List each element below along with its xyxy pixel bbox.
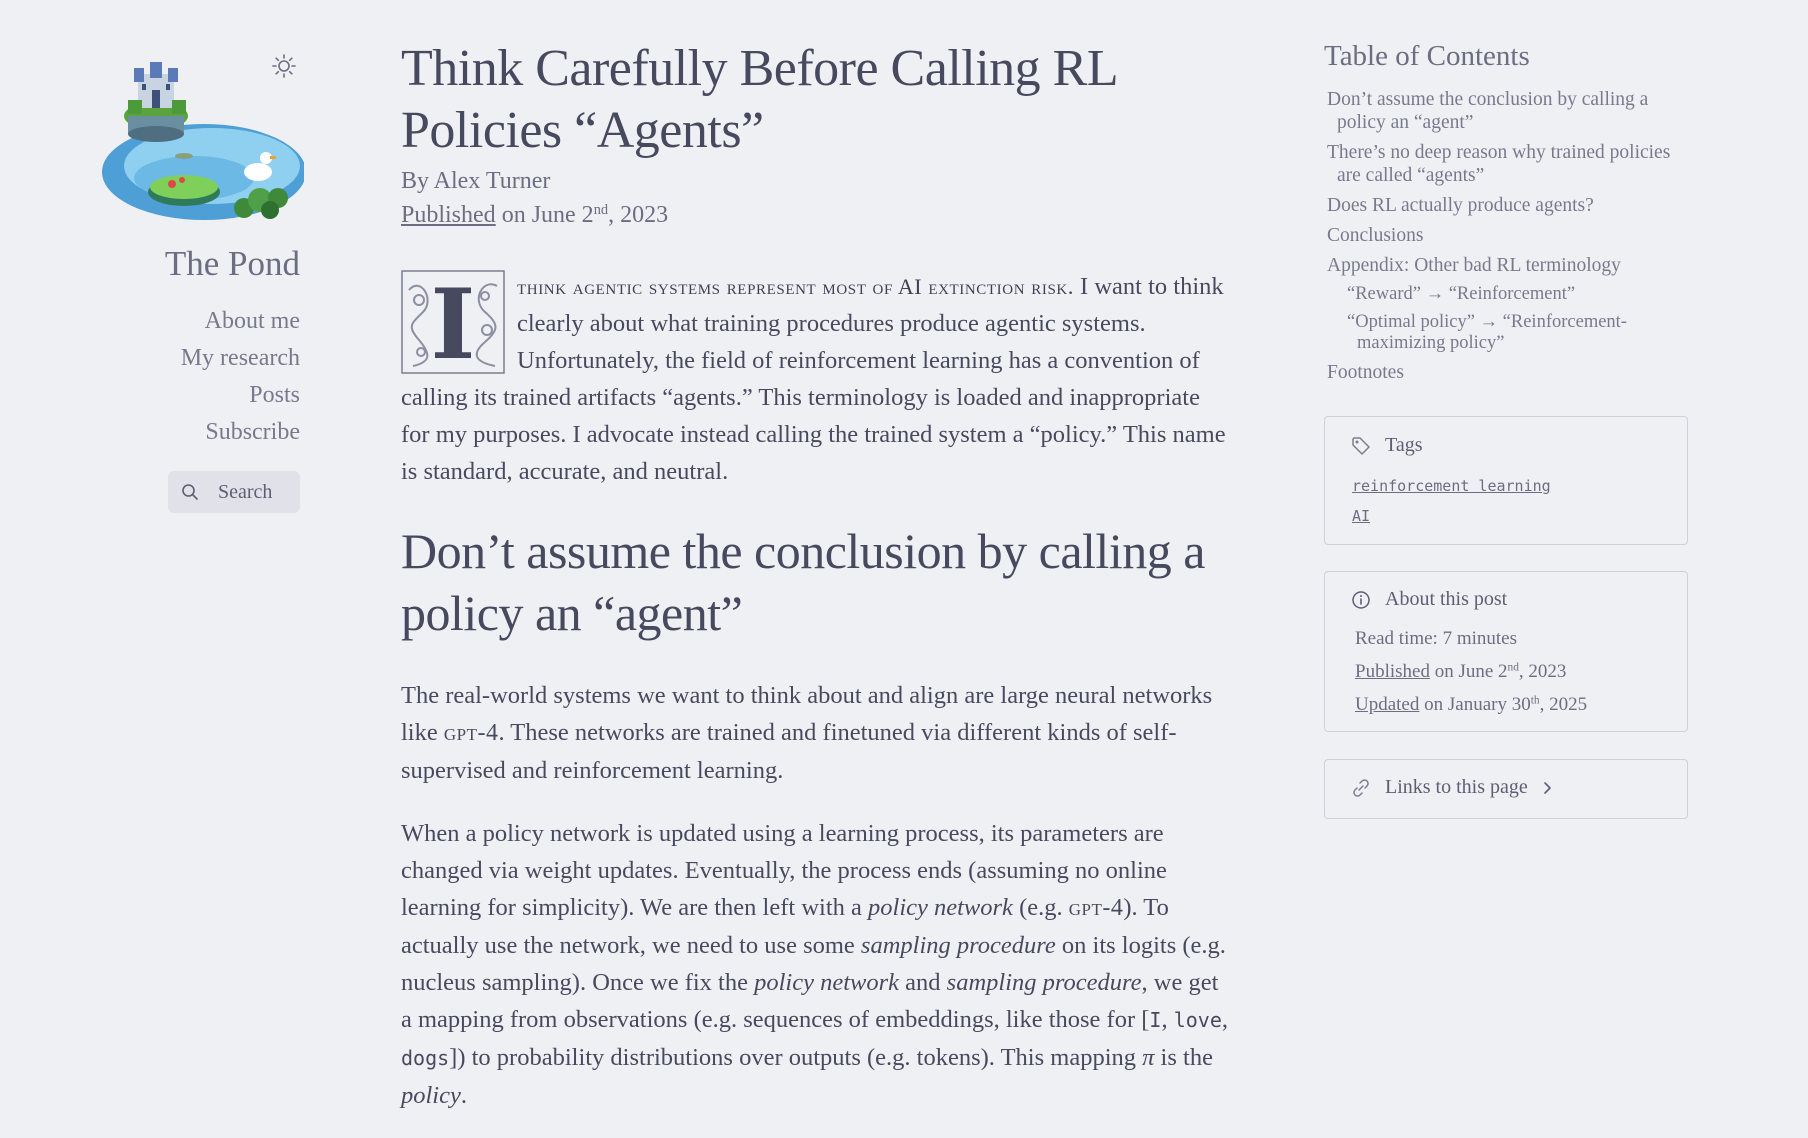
toc-title: Table of Contents	[1324, 40, 1530, 72]
gpt4-term: gpt-4	[443, 720, 499, 746]
info-icon	[1351, 590, 1371, 610]
post-byline: By Alex Turner	[401, 168, 551, 194]
about-title: About this post	[1385, 588, 1508, 610]
about-updated-link[interactable]: Updated	[1355, 694, 1420, 715]
post-published-date: Published on June 2nd, 2023	[401, 202, 669, 228]
search-icon	[181, 483, 199, 501]
links-header	[1351, 776, 1554, 799]
svg-text:I: I	[430, 270, 476, 374]
links-label: Links to this page	[1385, 776, 1528, 798]
toc-item[interactable]: Appendix: Other bad RL terminology	[1327, 255, 1621, 276]
body-paragraph-2: When a policy network is updated using a learning process, its parameters are changed via weight updates. Eventually, the process ends (assuming no online learning for simplicity). We are then left with a policy network (e.g. gpt-4). To actually use the network, we need to use some sampling procedure on its logits (e.g. nucleus sampling). Once we fix the policy network and sampling procedure, we get a mapping from observations (e.g. sequences of embeddings, like those for [I, love, dogs]) to probability distributions over outputs (e.g. tokens). This mapping π is the policy.	[401, 820, 1229, 1109]
gpt4-term: gpt-4	[1068, 895, 1124, 921]
nav-my-research[interactable]: My research	[180, 345, 300, 371]
tags-title: Tags	[1385, 434, 1423, 456]
link-icon	[1351, 778, 1371, 798]
intro-lead: think agentic systems represent most of AI extinction risk.	[517, 274, 1074, 299]
code-token: love	[1173, 1008, 1222, 1032]
published-link[interactable]: Published	[401, 202, 496, 228]
nav-about-me[interactable]: About me	[204, 308, 300, 334]
toc-item[interactable]: Conclusions	[1327, 225, 1424, 246]
toc-item[interactable]: Don’t assume the conclusion by calling a policy an “agent”	[1327, 89, 1649, 133]
left-sidebar	[0, 0, 310, 1138]
dropcap-letter-i	[401, 270, 505, 374]
table-of-contents	[1327, 88, 1687, 391]
search-button[interactable]	[168, 471, 300, 513]
links-to-page-button[interactable]	[1324, 759, 1688, 819]
toc-subitem[interactable]: “Reward” → “Reinforcement”	[1347, 284, 1576, 304]
about-published: Published on June 2nd, 2023	[1355, 661, 1567, 682]
pond-pixel-art-logo[interactable]	[94, 60, 304, 230]
read-time: Read time: 7 minutes	[1355, 628, 1518, 649]
site-title[interactable]: The Pond	[164, 244, 300, 283]
tags-box	[1324, 416, 1688, 545]
toc-item[interactable]: Footnotes	[1327, 362, 1404, 383]
about-header	[1351, 588, 1507, 611]
about-published-link[interactable]: Published	[1355, 661, 1430, 682]
nav-subscribe[interactable]: Subscribe	[205, 419, 300, 445]
toc-subitem[interactable]: “Optimal policy” → “Reinforcement-maximizing policy”	[1347, 312, 1627, 353]
tag-link[interactable]: reinforcement learning	[1352, 477, 1551, 495]
tag-link[interactable]: AI	[1352, 507, 1371, 525]
intro-text	[401, 268, 1231, 490]
chevron-right-icon	[1542, 781, 1554, 795]
code-token: dogs	[401, 1046, 450, 1070]
intro-paragraph	[401, 268, 1231, 490]
toc-item[interactable]: There’s no deep reason why trained policies are called “agents”	[1327, 142, 1671, 186]
intro-rest: I want to think clearly about what training procedures produce agentic systems. Unfortunately, the field of reinforcement learning has a convention of calling its trained artifacts “agents.” This terminology is loaded and inappropriate for my purposes. I advocate instead calling the trained system a “policy.” This name is standard, accurate, and neutral.	[401, 273, 1226, 485]
pi-symbol: π	[1142, 1044, 1155, 1071]
search-label: Search	[218, 480, 273, 503]
code-token: I	[1149, 1008, 1162, 1032]
tags-header	[1351, 434, 1422, 457]
nav-posts[interactable]: Posts	[249, 382, 300, 408]
tag-icon	[1351, 436, 1371, 456]
section-heading: Don’t assume the conclusion by calling a policy an “agent”	[401, 523, 1205, 641]
post-title: Think Carefully Before Calling RL Policies “Agents”	[401, 40, 1117, 159]
site-nav	[181, 303, 300, 451]
about-updated: Updated on January 30th, 2025	[1355, 694, 1588, 715]
toc-item[interactable]: Does RL actually produce agents?	[1327, 195, 1594, 216]
about-post-box	[1324, 571, 1688, 732]
body-paragraph-1: The real-world systems we want to think about and align are large neural networks like gpt-4. These networks are trained and finetuned via different kinds of self-supervised and reinforcement learning.	[401, 682, 1213, 784]
